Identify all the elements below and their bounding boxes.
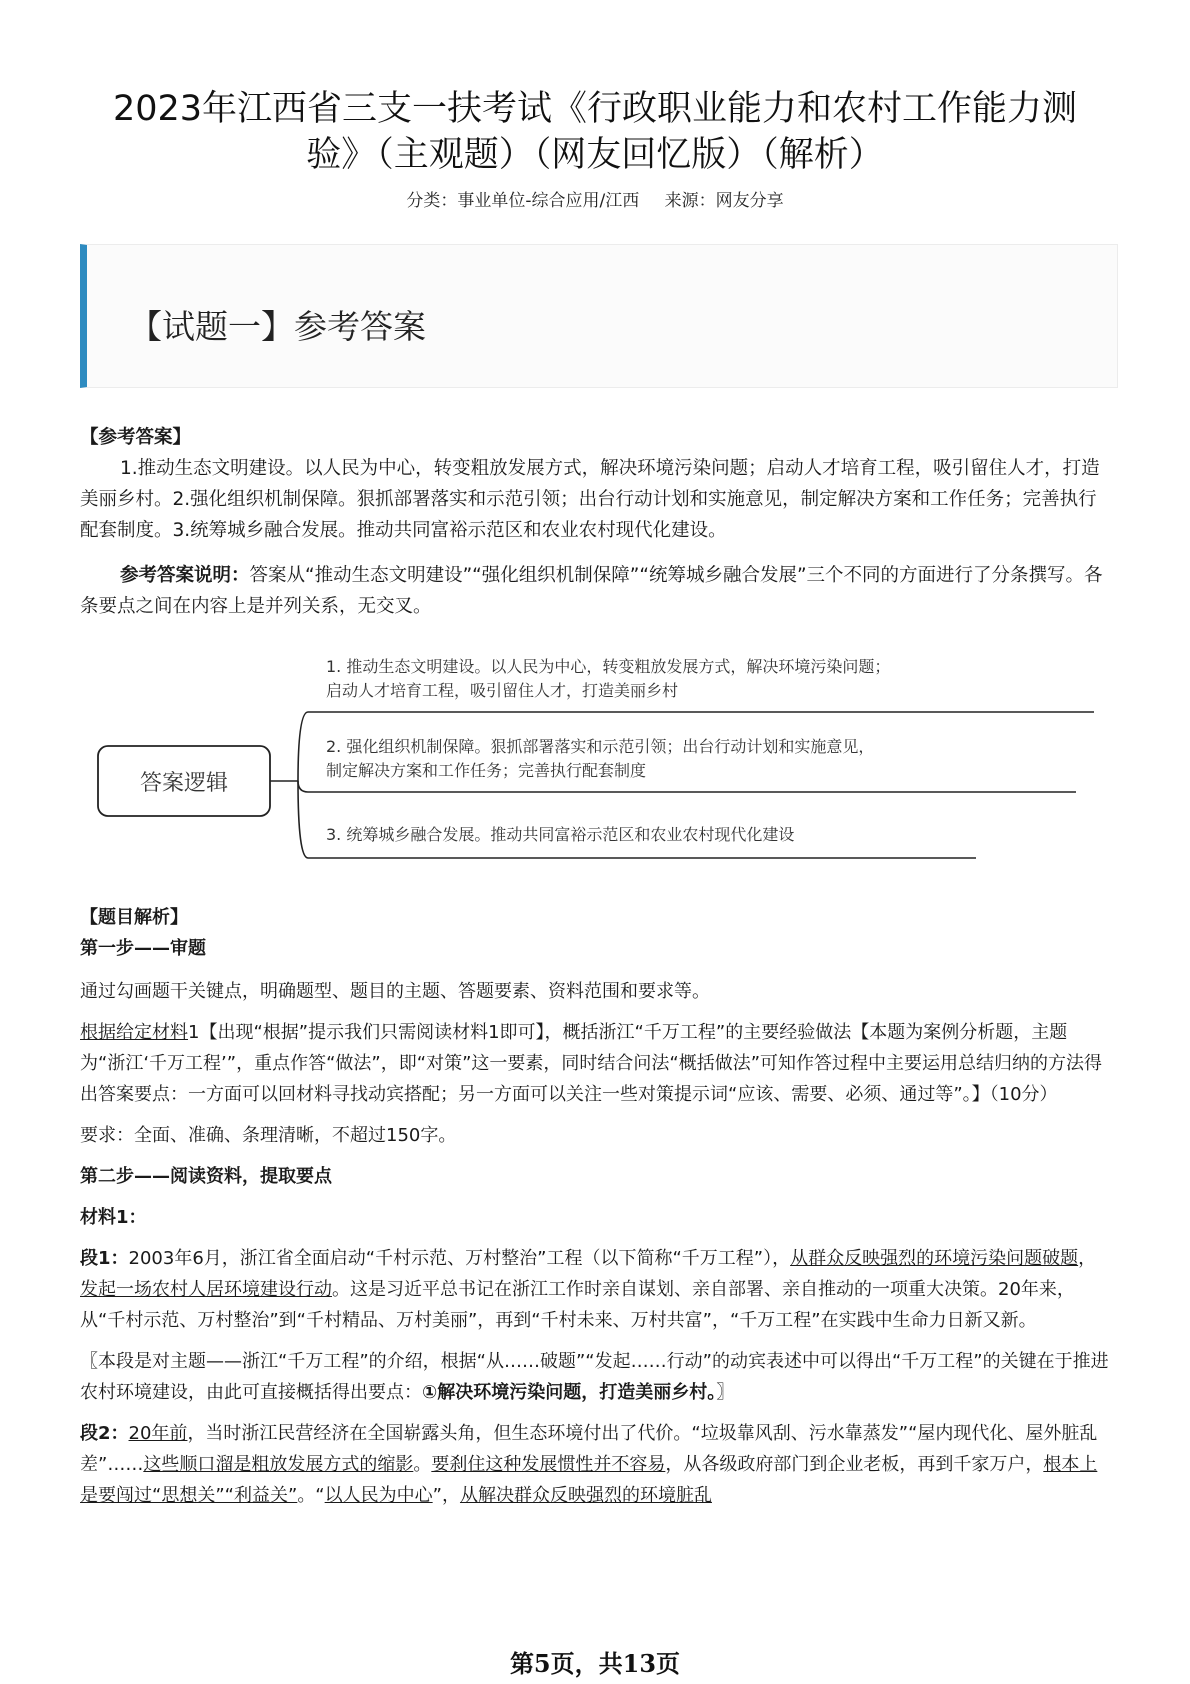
logic-branch-1-line-2: 启动人才培育工程，吸引留住人才，打造美丽乡村 [326, 681, 679, 700]
paragraph-2-underline-5: 以人民为中心 [324, 1485, 433, 1506]
paragraph-2-text-e: ”， [432, 1485, 460, 1506]
question-text [80, 1017, 1112, 1110]
step2-heading: 第二步——阅读资料，提取要点 [80, 1166, 332, 1187]
paragraph-1-note-end: 〗 [716, 1382, 735, 1403]
paragraph-2-text-a: ，当时浙江民营经济在全国崭露头角，但生态环境付出了代价。“垃圾靠风刮、污水靠蒸发”“屋内现代化、屋外脏乱差”…… [80, 1423, 1098, 1475]
logic-branch-line-1 [298, 712, 308, 781]
paragraph-2-text-d: 。“ [297, 1485, 325, 1506]
question-body: 1【出现“根据”提示我们只需阅读材料1即可】，概括浙江“千万工程”的主要经验做法【本题为案例分析题，主题为“浙江‘千万工程’”，重点作答“做法”，即“对策”这一要素，同时结合问法“概括做法”可知作答过程中主要运用总结归纳的方法得出答案要点：一方面可以回材料寻找动宾搭配；另一方面可以关注一些对策提示词“应该、需要、必须、通过等”。】（10分） [80, 1022, 1103, 1105]
answer-note-text: 答案从“推动生态文明建设”“强化组织机制保障”“统筹城乡融合发展”三个不同的方面进行了分条撰写。各条要点之间在内容上是并列关系，无交叉。 [80, 565, 1103, 617]
step1-heading: 第一步——审题 [80, 938, 206, 959]
document-meta [80, 186, 1110, 211]
document-title [90, 86, 1100, 178]
section-header-box [80, 244, 1118, 388]
paragraph-1-underline-1: 从群众反映强烈的环境污染问题破题 [790, 1248, 1079, 1269]
analysis-label: 【题目解析】 [80, 907, 188, 928]
title-line-1: 2023年江西省三支一扶考试《行政职业能力和农村工作能力测 [112, 89, 1078, 129]
analysis-block [80, 902, 1112, 1511]
answer-label: 【参考答案】 [80, 427, 192, 448]
paragraph-1-underline-2: 发起一场农村人居环境建设行动 [80, 1279, 332, 1300]
answer-text: 1.推动生态文明建设。以人民为中心，转变粗放发展方式，解决环境污染问题；启动人才培育工程，吸引留住人才，打造美丽乡村。2.强化组织机制保障。狠抓部署落实和示范引领；出台行动计划和实施意见，制定解决方案和工作任务；完善执行配套制度。3.统筹城乡融合发展。推动共同富裕示范区和农业农村现代化建设。 [80, 458, 1100, 541]
paragraph-2-text-b: 。 [413, 1454, 432, 1475]
logic-branch-1-line-1: 1. 推动生态文明建设。以人民为中心，转变粗放发展方式，解决环境污染问题； [326, 657, 891, 676]
paragraph-1-note [80, 1346, 1112, 1408]
paragraph-1-text-a: 2003年6月，浙江省全面启动“千村示范、万村整治”工程（以下简称“千万工程”）， [128, 1248, 791, 1269]
page-number: 第5页，共13页 [509, 1649, 681, 1678]
paragraph-1-note-text: 〖本段是对主题——浙江“千万工程”的介绍，根据“从……破题”“发起……行动”的动宾表述中可以得出“千万工程”的关键在于推进农村环境建设，由此可直接概括得出要点： [80, 1351, 1109, 1403]
logic-branch-2-line-2: 制定解决方案和工作任务；完善执行配套制度 [326, 761, 647, 780]
question-underlined: 根据给定材料 [80, 1022, 188, 1043]
logic-branch-2-line-1: 2. 强化组织机制保障。狠抓部署落实和示范引领；出台行动计划和实施意见， [326, 737, 875, 756]
paragraph-2-underline-6: 从解决群众反映强烈的环境脏乱 [459, 1485, 712, 1506]
paragraph-1-label: 段1： [80, 1248, 129, 1269]
paragraph-1 [80, 1243, 1112, 1336]
title-line-2: 验》（主观题）（网友回忆版）（解析） [306, 135, 884, 175]
paragraph-1-note-point: ①解决环境污染问题，打造美丽乡村。 [422, 1382, 717, 1403]
paragraph-2 [80, 1418, 1112, 1511]
requirement-text: 要求：全面、准确、条理清晰，不超过150字。 [80, 1125, 457, 1146]
section-heading: 【试题一】参考答案 [129, 307, 426, 346]
paragraph-2-underline-1: 20年前 [128, 1423, 188, 1444]
paragraph-2-underline-2: 这些顺口溜是粗放发展方式的缩影 [143, 1454, 414, 1475]
paragraph-2-underline-4: 根本上是要闯过“思想关”“利益关” [80, 1454, 1098, 1506]
answer-block [80, 422, 1112, 622]
answer-note-label: 参考答案说明： [120, 565, 250, 586]
source-text: 来源：网友分享 [664, 191, 784, 211]
answer-logic-diagram [96, 636, 1096, 876]
step1-text: 通过勾画题干关键点，明确题型、题目的主题、答题要素、资料范围和要求等。 [80, 981, 710, 1002]
logic-root-label: 答案逻辑 [139, 771, 229, 796]
paragraph-2-text-c: ，从各级政府部门到企业老板，再到千家万户， [665, 1454, 1044, 1475]
answer-note [80, 560, 1112, 622]
material-label: 材料1： [80, 1207, 147, 1228]
paragraph-2-label: 段2： [80, 1423, 129, 1444]
category-text: 分类：事业单位-综合应用/江西 [406, 191, 640, 211]
paragraph-2-underline-3: 要刹住这种发展惯性并不容易 [431, 1454, 666, 1475]
logic-branch-3-line-1: 3. 统筹城乡融合发展。推动共同富裕示范区和农业农村现代化建设 [326, 825, 795, 844]
paragraph-1-text-b: ， [1078, 1248, 1097, 1269]
logic-branch-line-2 [298, 781, 308, 792]
paragraph-1-text-c: 。这是习近平总书记在浙江工作时亲自谋划、亲自部署、亲自推动的一项重大决策。20年来，从“千村示范、万村整治”到“千村精品、万村美丽”，再到“千村未来、万村共富”，“千万工程”在实践中生命力日新又新。 [80, 1279, 1075, 1331]
